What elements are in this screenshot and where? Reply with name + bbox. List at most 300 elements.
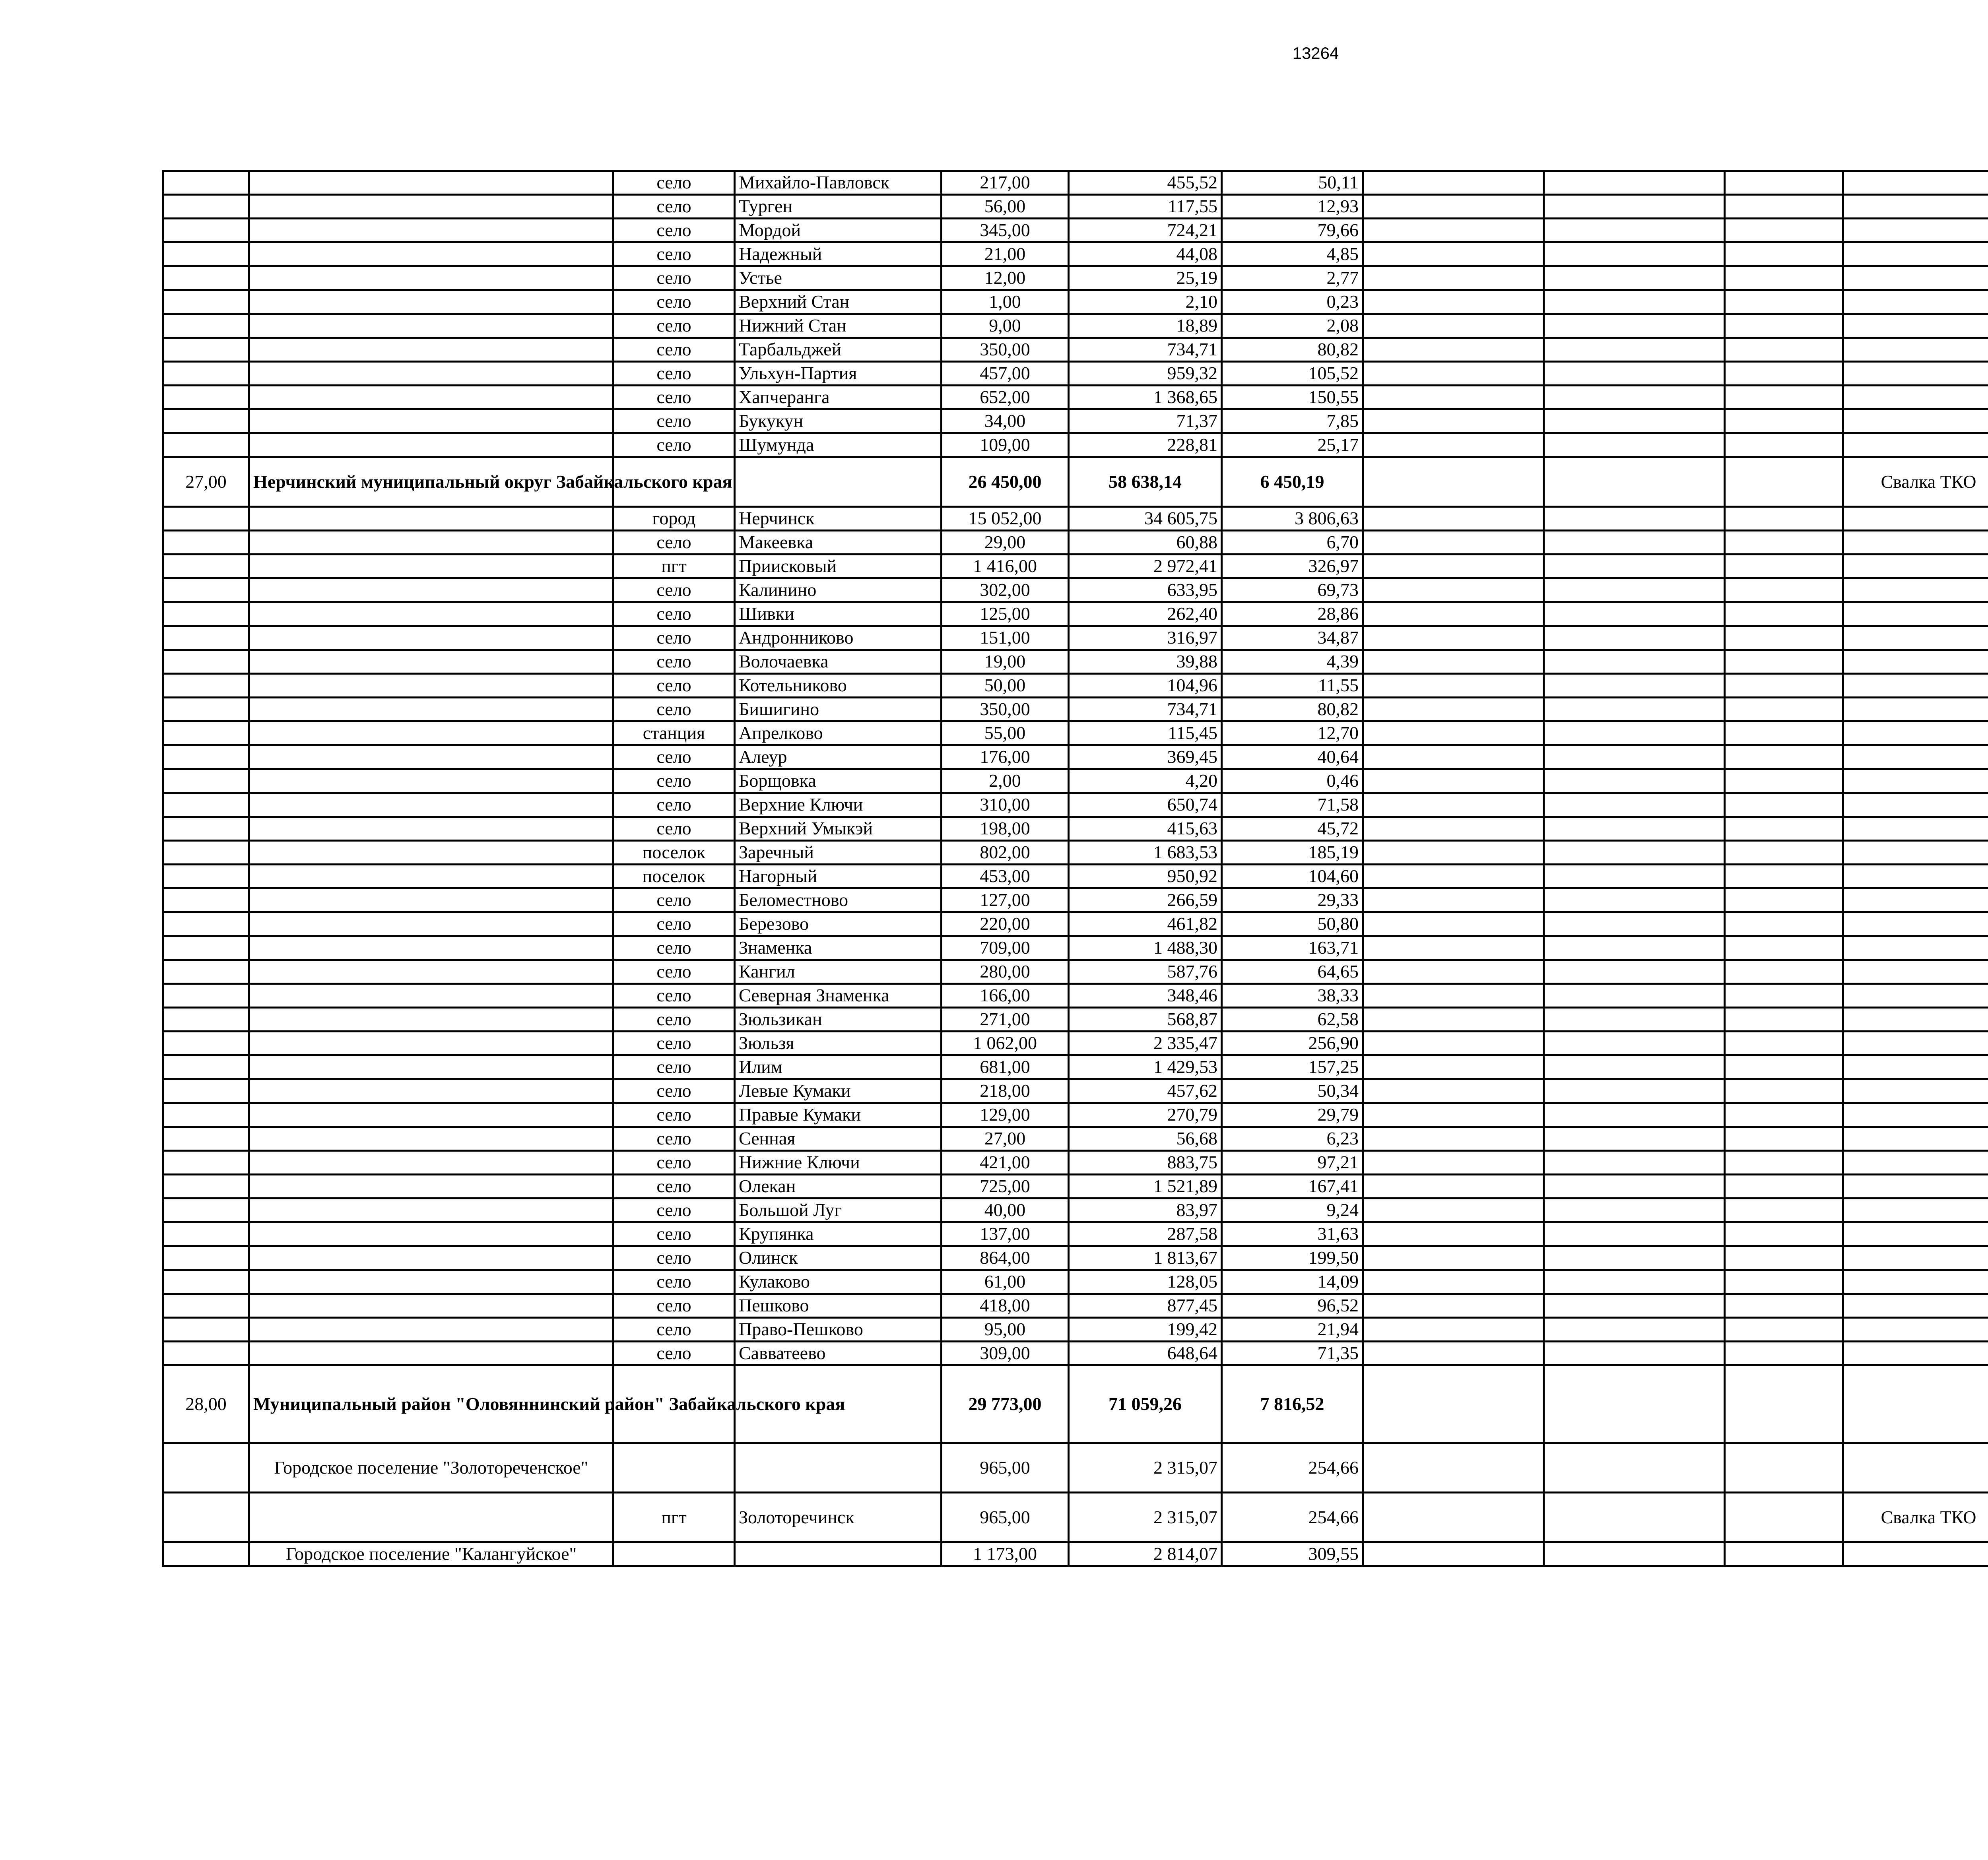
empty-cell	[1544, 960, 1725, 984]
empty-cell	[249, 1294, 613, 1318]
empty-cell	[249, 1127, 613, 1151]
empty-cell	[1725, 793, 1843, 817]
empty-cell	[163, 290, 249, 314]
empty-cell	[1843, 578, 1988, 602]
population-cell: 345,00	[942, 219, 1069, 242]
value1-cell: 877,45	[1069, 1294, 1222, 1318]
table-row	[163, 555, 1988, 578]
district-number-cell: 28,00	[163, 1365, 249, 1443]
population-cell: 309,00	[942, 1342, 1069, 1365]
empty-cell	[1725, 433, 1843, 457]
population-cell: 350,00	[942, 698, 1069, 722]
value2-cell: 29,79	[1222, 1103, 1363, 1127]
empty-cell	[1363, 171, 1544, 195]
value1-cell: 369,45	[1069, 745, 1222, 769]
value2-cell: 28,86	[1222, 602, 1363, 626]
empty-cell	[249, 912, 613, 936]
empty-cell	[163, 171, 249, 195]
table-row	[163, 698, 1988, 722]
empty-cell	[735, 1542, 942, 1566]
population-cell: 9,00	[942, 314, 1069, 338]
population-cell: 453,00	[942, 865, 1069, 888]
empty-cell	[249, 1246, 613, 1270]
empty-cell	[1725, 1079, 1843, 1103]
value1-cell: 959,32	[1069, 362, 1222, 386]
value2-cell: 185,19	[1222, 841, 1363, 865]
empty-cell	[1544, 1055, 1725, 1079]
empty-cell	[249, 1318, 613, 1342]
settlement-name-cell: Олекан	[735, 1175, 942, 1199]
population-cell: 218,00	[942, 1079, 1069, 1103]
empty-cell	[1725, 841, 1843, 865]
empty-cell	[1725, 674, 1843, 698]
value1-cell: 1 488,30	[1069, 936, 1222, 960]
settlement-name-cell: Нерчинск	[735, 507, 942, 531]
settlement-name-cell: Букукун	[735, 409, 942, 433]
empty-cell	[1725, 1103, 1843, 1127]
empty-cell	[613, 1542, 735, 1566]
value2-cell: 167,41	[1222, 1175, 1363, 1199]
empty-cell	[1725, 409, 1843, 433]
value1-cell: 71,37	[1069, 409, 1222, 433]
empty-cell	[163, 314, 249, 338]
population-cell: 166,00	[942, 984, 1069, 1008]
empty-cell	[1363, 1199, 1544, 1222]
empty-cell	[1843, 1079, 1988, 1103]
settlement-name-cell: Бишигино	[735, 698, 942, 722]
empty-cell	[1843, 1055, 1988, 1079]
value1-cell: 883,75	[1069, 1151, 1222, 1175]
population-cell: 129,00	[942, 1103, 1069, 1127]
table-row	[163, 936, 1988, 960]
empty-cell	[1363, 1443, 1544, 1493]
empty-cell	[1843, 1199, 1988, 1222]
population-cell: 125,00	[942, 602, 1069, 626]
value1-cell: 1 683,53	[1069, 841, 1222, 865]
empty-cell	[1363, 1270, 1544, 1294]
settlement-name-cell: Крупянка	[735, 1222, 942, 1246]
settlement-type-cell: поселок	[613, 841, 735, 865]
empty-cell	[1363, 1493, 1544, 1542]
empty-cell	[1544, 912, 1725, 936]
settlement-name-cell: Березово	[735, 912, 942, 936]
settlement-name-cell: Илим	[735, 1055, 942, 1079]
table-row	[163, 912, 1988, 936]
empty-cell	[1544, 650, 1725, 674]
table-row	[163, 409, 1988, 433]
settlement-type-cell: село	[613, 195, 735, 219]
value1-cell: 457,62	[1069, 1079, 1222, 1103]
municipal-settlement-row	[163, 1443, 1988, 1493]
empty-cell	[163, 531, 249, 555]
value2-cell: 34,87	[1222, 626, 1363, 650]
empty-cell	[1363, 1342, 1544, 1365]
empty-cell	[1843, 793, 1988, 817]
value2-cell: 3 806,63	[1222, 507, 1363, 531]
empty-cell	[1725, 1246, 1843, 1270]
empty-cell	[1843, 507, 1988, 531]
value1-cell: 228,81	[1069, 433, 1222, 457]
table-row	[163, 242, 1988, 266]
empty-cell	[1544, 457, 1725, 507]
value2-cell: 254,66	[1222, 1493, 1363, 1542]
settlement-name-cell: Михайло-Павловск	[735, 171, 942, 195]
table-row	[163, 888, 1988, 912]
empty-cell	[1544, 433, 1725, 457]
empty-cell	[1843, 266, 1988, 290]
value2-cell: 50,80	[1222, 912, 1363, 936]
empty-cell	[249, 650, 613, 674]
empty-cell	[1725, 314, 1843, 338]
table-row	[163, 1342, 1988, 1365]
settlement-type-cell: село	[613, 531, 735, 555]
empty-cell	[1725, 1199, 1843, 1222]
settlement-type-cell: поселок	[613, 865, 735, 888]
value1-cell: 104,96	[1069, 674, 1222, 698]
population-cell: 50,00	[942, 674, 1069, 698]
population-cell: 137,00	[942, 1222, 1069, 1246]
empty-cell	[1725, 626, 1843, 650]
settlement-type-cell: село	[613, 888, 735, 912]
empty-cell	[1725, 1270, 1843, 1294]
empty-cell	[1843, 409, 1988, 433]
empty-cell	[163, 793, 249, 817]
empty-cell	[1363, 1175, 1544, 1199]
value2-cell: 50,11	[1222, 171, 1363, 195]
empty-cell	[1544, 745, 1725, 769]
empty-cell	[1363, 457, 1544, 507]
value2-cell: 9,24	[1222, 1199, 1363, 1222]
population-cell: 198,00	[942, 817, 1069, 841]
empty-cell	[163, 242, 249, 266]
empty-cell	[1363, 386, 1544, 409]
empty-cell	[1363, 1365, 1544, 1443]
empty-cell	[1544, 1294, 1725, 1318]
value1-cell: 734,71	[1069, 698, 1222, 722]
table-row	[163, 1055, 1988, 1079]
settlement-name-cell: Зюльзикан	[735, 1008, 942, 1032]
empty-cell	[1363, 1103, 1544, 1127]
empty-cell	[163, 409, 249, 433]
population-cell: 56,00	[942, 195, 1069, 219]
population-cell: 681,00	[942, 1055, 1069, 1079]
population-cell: 421,00	[942, 1151, 1069, 1175]
population-cell: 2,00	[942, 769, 1069, 793]
empty-cell	[1544, 1342, 1725, 1365]
empty-cell	[1363, 745, 1544, 769]
value1-cell: 1 521,89	[1069, 1175, 1222, 1199]
value1-cell: 25,19	[1069, 266, 1222, 290]
empty-cell	[1544, 1222, 1725, 1246]
empty-cell	[1544, 1318, 1725, 1342]
empty-cell	[1363, 433, 1544, 457]
value2-cell: 50,34	[1222, 1079, 1363, 1103]
empty-cell	[1363, 266, 1544, 290]
empty-cell	[1544, 195, 1725, 219]
settlement-type-cell: село	[613, 1222, 735, 1246]
district-name-cell: Муниципальный район "Оловяннинский район" Забайкальского края	[249, 1365, 613, 1443]
value1-cell: 60,88	[1069, 531, 1222, 555]
settlement-type-cell: село	[613, 1103, 735, 1127]
table-row	[163, 722, 1988, 745]
value2-cell: 80,82	[1222, 338, 1363, 362]
settlement-type-cell: село	[613, 817, 735, 841]
empty-cell	[1363, 960, 1544, 984]
table-row	[163, 841, 1988, 865]
settlement-name-cell: Заречный	[735, 841, 942, 865]
empty-cell	[1843, 338, 1988, 362]
settlement-name-cell: Правые Кумаки	[735, 1103, 942, 1127]
empty-cell	[1725, 722, 1843, 745]
empty-cell	[1363, 984, 1544, 1008]
value2-cell: 29,33	[1222, 888, 1363, 912]
empty-cell	[249, 409, 613, 433]
empty-cell	[249, 960, 613, 984]
value2-cell: 40,64	[1222, 745, 1363, 769]
settlement-type-cell: село	[613, 960, 735, 984]
value2-cell: 25,17	[1222, 433, 1363, 457]
empty-cell	[1544, 1079, 1725, 1103]
value1-cell: 115,45	[1069, 722, 1222, 745]
empty-cell	[249, 674, 613, 698]
empty-cell	[1363, 531, 1544, 555]
value1-cell: 2 315,07	[1069, 1443, 1222, 1493]
value2-cell: 79,66	[1222, 219, 1363, 242]
settlement-name-cell: Устье	[735, 266, 942, 290]
empty-cell	[1544, 1365, 1725, 1443]
empty-cell	[1544, 888, 1725, 912]
value2-cell: 4,39	[1222, 650, 1363, 674]
empty-cell	[1725, 266, 1843, 290]
value2-cell: 7 816,52	[1222, 1365, 1363, 1443]
value2-cell: 38,33	[1222, 984, 1363, 1008]
value2-cell: 64,65	[1222, 960, 1363, 984]
empty-cell	[1544, 626, 1725, 650]
value2-cell: 0,46	[1222, 769, 1363, 793]
empty-cell	[249, 1175, 613, 1199]
empty-cell	[1843, 1294, 1988, 1318]
empty-cell	[249, 984, 613, 1008]
settlement-name-cell: Верхний Стан	[735, 290, 942, 314]
value2-cell: 157,25	[1222, 1055, 1363, 1079]
district-row	[163, 1365, 1988, 1443]
value2-cell: 12,70	[1222, 722, 1363, 745]
settlement-type-cell: село	[613, 386, 735, 409]
settlement-type-cell: село	[613, 362, 735, 386]
empty-cell	[1843, 912, 1988, 936]
empty-cell	[1725, 1542, 1843, 1566]
population-cell: 965,00	[942, 1443, 1069, 1493]
settlement-type-cell: село	[613, 912, 735, 936]
settlement-name-cell: Верхние Ключи	[735, 793, 942, 817]
empty-cell	[163, 1342, 249, 1365]
value2-cell: 0,23	[1222, 290, 1363, 314]
table-body	[163, 171, 1988, 1566]
value1-cell: 587,76	[1069, 960, 1222, 984]
settlement-name-cell: Олинск	[735, 1246, 942, 1270]
empty-cell	[1843, 1222, 1988, 1246]
settlement-type-cell: село	[613, 409, 735, 433]
empty-cell	[163, 195, 249, 219]
empty-cell	[1843, 602, 1988, 626]
settlement-name-cell: Левые Кумаки	[735, 1079, 942, 1103]
settlement-name-cell: Знаменка	[735, 936, 942, 960]
empty-cell	[163, 984, 249, 1008]
value2-cell: 69,73	[1222, 578, 1363, 602]
empty-cell	[1843, 531, 1988, 555]
population-cell: 127,00	[942, 888, 1069, 912]
empty-cell	[163, 1127, 249, 1151]
empty-cell	[249, 1055, 613, 1079]
settlement-name-cell: Золоторечинск	[735, 1493, 942, 1542]
value1-cell: 58 638,14	[1069, 457, 1222, 507]
population-cell: 19,00	[942, 650, 1069, 674]
empty-cell	[1544, 936, 1725, 960]
settlement-type-cell: село	[613, 1127, 735, 1151]
value1-cell: 1 368,65	[1069, 386, 1222, 409]
table-row	[163, 1079, 1988, 1103]
value1-cell: 415,63	[1069, 817, 1222, 841]
empty-cell	[1363, 865, 1544, 888]
table-row	[163, 650, 1988, 674]
empty-cell	[249, 626, 613, 650]
value1-cell: 270,79	[1069, 1103, 1222, 1127]
value2-cell: 21,94	[1222, 1318, 1363, 1342]
table-row	[163, 314, 1988, 338]
value1-cell: 650,74	[1069, 793, 1222, 817]
value2-cell: 45,72	[1222, 817, 1363, 841]
settlement-name-cell: Сенная	[735, 1127, 942, 1151]
settlement-name-cell: Северная Знаменка	[735, 984, 942, 1008]
population-cell: 1 062,00	[942, 1032, 1069, 1055]
empty-cell	[1725, 219, 1843, 242]
empty-cell	[1725, 290, 1843, 314]
empty-cell	[1363, 578, 1544, 602]
value2-cell: 14,09	[1222, 1270, 1363, 1294]
empty-cell	[1725, 578, 1843, 602]
settlement-type-cell: село	[613, 290, 735, 314]
population-cell: 40,00	[942, 1199, 1069, 1222]
population-cell: 220,00	[942, 912, 1069, 936]
empty-cell	[249, 841, 613, 865]
empty-cell	[1363, 1542, 1544, 1566]
settlement-type-cell: село	[613, 1270, 735, 1294]
table-row	[163, 433, 1988, 457]
population-cell: 652,00	[942, 386, 1069, 409]
empty-cell	[1725, 650, 1843, 674]
population-cell: 271,00	[942, 1008, 1069, 1032]
population-cell: 55,00	[942, 722, 1069, 745]
empty-cell	[1363, 1294, 1544, 1318]
value2-cell: 163,71	[1222, 936, 1363, 960]
settlement-name-cell: Нижний Стан	[735, 314, 942, 338]
empty-cell	[1843, 626, 1988, 650]
value1-cell: 316,97	[1069, 626, 1222, 650]
empty-cell	[1363, 888, 1544, 912]
value2-cell: 256,90	[1222, 1032, 1363, 1055]
settlement-name-cell: Турген	[735, 195, 942, 219]
population-cell: 34,00	[942, 409, 1069, 433]
empty-cell	[249, 602, 613, 626]
empty-cell	[163, 1270, 249, 1294]
value1-cell: 648,64	[1069, 1342, 1222, 1365]
empty-cell	[1843, 865, 1988, 888]
empty-cell	[249, 698, 613, 722]
table-row	[163, 626, 1988, 650]
empty-cell	[1725, 1294, 1843, 1318]
value1-cell: 2,10	[1069, 290, 1222, 314]
empty-cell	[249, 433, 613, 457]
population-cell: 725,00	[942, 1175, 1069, 1199]
empty-cell	[1544, 578, 1725, 602]
population-cell: 280,00	[942, 960, 1069, 984]
empty-cell	[163, 1103, 249, 1127]
empty-cell	[163, 1443, 249, 1493]
empty-cell	[1544, 793, 1725, 817]
empty-cell	[249, 314, 613, 338]
empty-cell	[249, 1342, 613, 1365]
empty-cell	[1725, 698, 1843, 722]
value2-cell: 7,85	[1222, 409, 1363, 433]
value2-cell: 97,21	[1222, 1151, 1363, 1175]
table-row	[163, 1199, 1988, 1222]
empty-cell	[249, 195, 613, 219]
value1-cell: 199,42	[1069, 1318, 1222, 1342]
empty-cell	[613, 1443, 735, 1493]
settlement-name-cell: Тарбальджей	[735, 338, 942, 362]
settlement-type-cell: село	[613, 698, 735, 722]
value1-cell: 2 972,41	[1069, 555, 1222, 578]
settlement-name-cell: Андронниково	[735, 626, 942, 650]
empty-cell	[1363, 314, 1544, 338]
empty-cell	[1725, 1493, 1843, 1542]
empty-cell	[1725, 1032, 1843, 1055]
empty-cell	[1363, 650, 1544, 674]
empty-cell	[249, 362, 613, 386]
empty-cell	[163, 338, 249, 362]
value1-cell: 568,87	[1069, 1008, 1222, 1032]
empty-cell	[1843, 698, 1988, 722]
empty-cell	[1544, 674, 1725, 698]
empty-cell	[249, 769, 613, 793]
value1-cell: 4,20	[1069, 769, 1222, 793]
empty-cell	[249, 888, 613, 912]
population-cell: 350,00	[942, 338, 1069, 362]
empty-cell	[163, 912, 249, 936]
value2-cell: 326,97	[1222, 555, 1363, 578]
population-cell: 151,00	[942, 626, 1069, 650]
empty-cell	[1544, 171, 1725, 195]
empty-cell	[163, 266, 249, 290]
empty-cell	[163, 626, 249, 650]
empty-cell	[1363, 290, 1544, 314]
value2-cell: 80,82	[1222, 698, 1363, 722]
empty-cell	[1363, 1127, 1544, 1151]
settlement-type-cell: село	[613, 242, 735, 266]
empty-cell	[1843, 1365, 1988, 1443]
empty-cell	[1725, 1342, 1843, 1365]
population-cell: 29 773,00	[942, 1365, 1069, 1443]
empty-cell	[1363, 1318, 1544, 1342]
empty-cell	[1363, 555, 1544, 578]
settlement-type-cell: село	[613, 793, 735, 817]
empty-cell	[163, 698, 249, 722]
settlement-type-cell: село	[613, 171, 735, 195]
municipal-settlement-name-cell: Городское поселение "Золотореченское"	[249, 1443, 613, 1493]
empty-cell	[249, 338, 613, 362]
value1-cell: 287,58	[1069, 1222, 1222, 1246]
empty-cell	[1363, 219, 1544, 242]
